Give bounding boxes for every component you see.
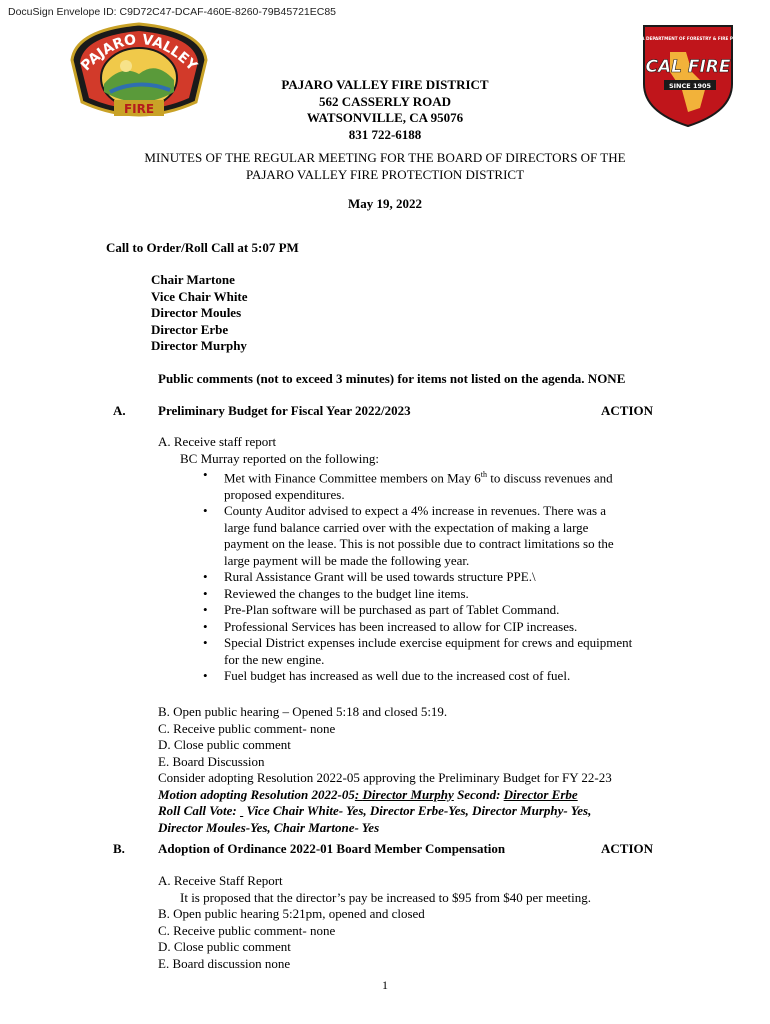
section-a-bullets [203,467,678,685]
list-item: • Rural Assistance Grant will be used towards structure PPE.\ [203,569,678,586]
consider-resolution: Consider adopting Resolution 2022-05 approving the Preliminary Budget for FY 22-23 [158,770,612,785]
call-to-order: Call to Order/Roll Call at 5:07 PM [106,240,299,255]
section-b-action: ACTION [601,841,654,856]
section-a-title: Preliminary Budget for Fiscal Year 2022/2023 [158,403,411,418]
org-street: 562 CASSERLY ROAD [319,93,451,109]
roll-call-member: Chair Martone [151,272,235,287]
list-item: C. Receive public comment- none [158,922,336,938]
logo-top-text: PAJARO VALLEY [78,31,200,75]
section-b-proposed: It is proposed that the director’s pay be increased to $95 from $40 per meeting. [180,889,591,905]
section-a-letter: A. [113,403,126,418]
list-item: • Fuel budget has increased as well due to the increased cost of fuel. [203,668,678,685]
roll-call-member: Vice Chair White [151,288,248,304]
roll-call-member: Director Murphy [151,338,247,353]
roll-call-vote: Roll Call Vote: Vice Chair White- Yes, Director Erbe-Yes, Director Murphy- Yes, [158,803,592,818]
list-item: • Professional Services has been increased to allow for CIP increases. [203,619,678,636]
list-item: • Pre-Plan software will be purchased as part of Tablet Command. [203,602,678,619]
list-item: B. Open public hearing – Opened 5:18 and closed 5:19. [158,704,448,719]
section-a-action: ACTION [601,403,654,418]
section-a-item-a: A. Receive staff report [158,434,277,449]
minutes-title-line: PAJARO VALLEY FIRE PROTECTION DISTRICT [245,166,525,182]
list-item: • Reviewed the changes to the budget line items. [203,586,678,603]
section-b-body [158,873,678,972]
logo-since-text: SINCE 1905 [668,82,712,90]
section-a-items-after [158,704,678,836]
logo-main-text: CAL FIRE [645,57,731,77]
list-item: E. Board discussion none [158,955,291,971]
list-item: D. Close public comment [158,737,291,752]
motion-line: Motion adopting Resolution 2022-05: Director Murphy Second: Director Erbe [158,786,578,802]
section-a-reported: BC Murray reported on the following: [180,450,379,466]
section-b-letter: B. [113,841,125,856]
org-city: WATSONVILLE, CA 95076 [306,110,464,125]
roll-call-member: Director Erbe [151,321,229,337]
letterhead [0,77,770,143]
minutes-title [0,150,770,183]
list-item: D. Close public comment [158,939,291,954]
list-item: E. Board Discussion [158,753,265,769]
logo-bottom-text: FIRE [123,102,155,116]
list-item: • Special District expenses include exercise equipment for crews and equipment for the new engine. [203,635,678,668]
section-b-item-a: A. Receive Staff Report [158,873,283,888]
list-item: B. Open public hearing 5:21pm, opened and closed [158,906,425,921]
minutes-title-line: MINUTES OF THE REGULAR MEETING FOR THE BOARD OF DIRECTORS OF THE [144,150,626,165]
logo-ring-text: CALIFORNIA DEPARTMENT OF FORESTRY & FIRE PROTECTION [616,36,760,41]
roll-call-vote-cont: Director Moules-Yes, Chair Martone- Yes [158,819,380,835]
docusign-envelope-id: DocuSign Envelope ID: C9D72C47-DCAF-460E-8260-79B45721EC85 [8,6,337,18]
page-number: 1 [382,978,388,992]
org-phone: 831 722-6188 [348,126,422,142]
public-comments: Public comments (not to exceed 3 minutes) for items not listed on the agenda. NONE [158,371,626,386]
list-item: C. Receive public comment- none [158,720,336,736]
section-b-title: Adoption of Ordinance 2022-01 Board Member Compensation [158,841,506,856]
org-name: PAJARO VALLEY FIRE DISTRICT [281,77,489,92]
list-item: • Met with Finance Committee members on May 6th to discuss revenues and proposed expenditures. [203,467,678,503]
meeting-date: May 19, 2022 [347,196,423,211]
list-item: • County Auditor advised to expect a 4% increase in revenues. There was a large fund balance carried over with the expectation of making a large payment on the lease. This is not possible due to contract limitations so the large payment will be made the following year. [203,503,678,569]
roll-call-list [151,272,248,355]
roll-call-member: Director Moules [151,305,242,320]
section-a-body [158,434,678,685]
